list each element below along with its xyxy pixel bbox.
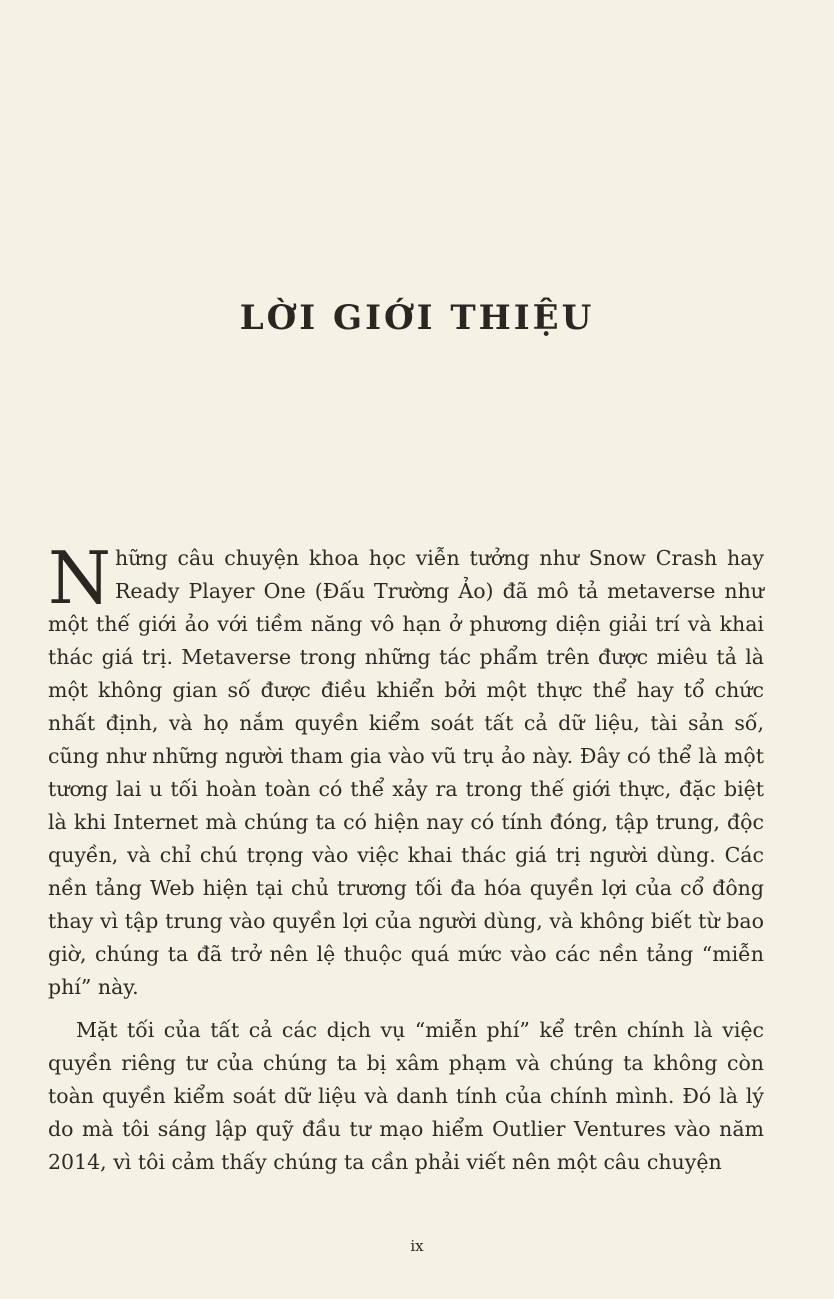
paragraph-2-text: Mặt tối của tất cả các dịch vụ “miễn phí” kể trên chính là việc quyền riêng tư của chúng ta bị xâm phạm và chúng ta không còn toàn quyền kiểm soát dữ liệu và danh tính của chính mình. Đó là lý do mà tôi sáng lập quỹ đầu tư mạo hiểm Outlier Ventures vào năm 2014, vì tôi cảm thấy chúng ta cần phải viết nên một câu chuyện (48, 1018, 764, 1174)
chapter-title: LỜI GIỚI THIỆU (239, 298, 595, 338)
running-header (0, 0, 834, 10)
paragraph-1 (48, 536, 764, 1004)
body-text (48, 536, 764, 1179)
paragraph-1-text: hững câu chuyện khoa học viễn tưởng như Snow Crash hay Ready Player One (Đấu Trường Ảo) đã mô tả metaverse như một thế giới ảo với tiềm năng vô hạn ở phương diện giải trí và khai thác giá trị. Metaverse trong những tác phẩm trên được miêu tả là một không gian số được điều khiển bởi một thực thể hay tổ chức nhất định, và họ nắm quyền kiểm soát tất cả dữ liệu, tài sản số, cũng như những người tham gia vào vũ trụ ảo này. Đây có thể là một tương lai u tối hoàn toàn có thể xảy ra trong thế giới thực, đặc biệt là khi Internet mà chúng ta có hiện nay có tính đóng, tập trung, độc quyền, và chỉ chú trọng vào việc khai thác giá trị người dùng. Các nền tảng Web hiện tại chủ trương tối đa hóa quyền lợi của cổ đông thay vì tập trung vào quyền lợi của người dùng, và không biết từ bao giờ, chúng ta đã trở nên lệ thuộc quá mức vào các nền tảng “miễn phí” này. (48, 546, 764, 999)
drop-cap: N (48, 536, 111, 620)
page-number: ix (410, 1237, 424, 1255)
paragraph-2 (48, 1014, 764, 1179)
